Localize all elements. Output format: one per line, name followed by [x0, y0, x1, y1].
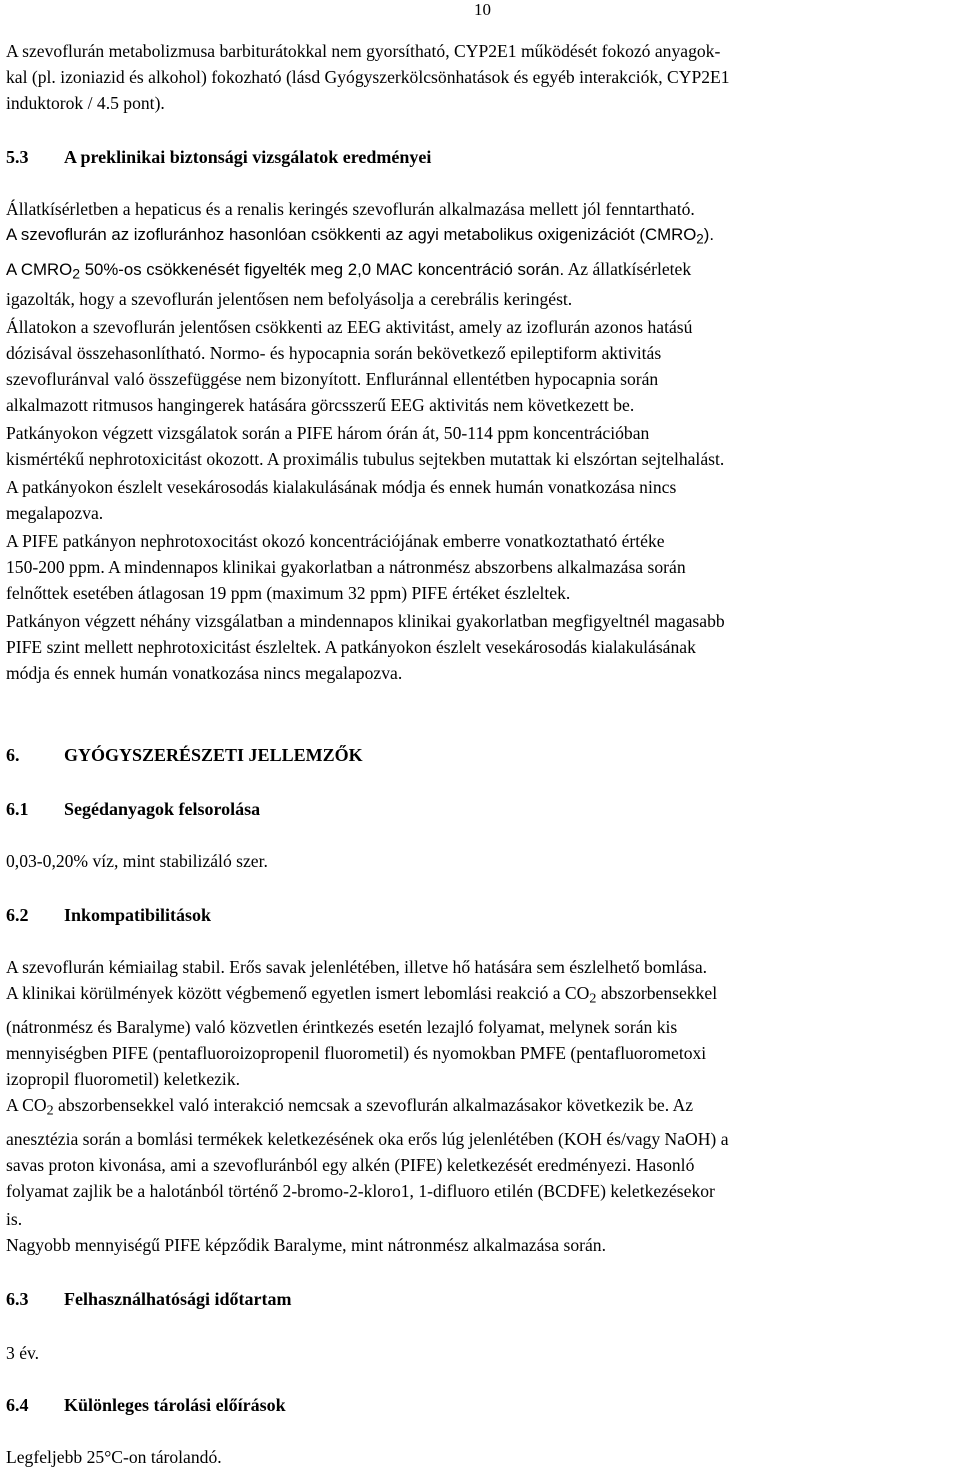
paragraph-line: kismértékű nephrotoxicitást okozott. A proximális tubulus sejtekben mutattak ki elszórtan sejtelhalást. [6, 449, 725, 469]
paragraph-line: A szevoflurán az izofluránhoz hasonlóan csökkenti az agyi metabolikus oxigenizációt $(CMRO_2)$. [6, 225, 714, 247]
paragraph-line: szevofluránval való összefüggése nem bizonyított. Enfluránnal ellentétben hypocapnia során [6, 369, 659, 389]
paragraph-line: 3 év. [6, 1343, 40, 1363]
section-heading-6: 6. GYÓGYSZERÉSZETI JELLEMZŐK [6, 745, 363, 765]
paragraph-line: A patkányokon észlelt vesekárosodás kialakulásának módja és ennek humán vonatkozása nincs [6, 477, 677, 497]
paragraph-line: mennyiségben PIFE (pentafluoroizopropenil fluorometil) és nyomokban PMFE (pentafluorometoxi [6, 1043, 707, 1063]
intro-line: induktorok / 4.5 pont). [6, 93, 165, 113]
paragraph-line: A $CMRO_2$ 50%-os csökkenését figyelték meg 2,0 MAC koncentráció során. Az állatkísérletek [6, 259, 692, 282]
paragraph-line: Állatokon a szevoflurán jelentősen csökkenti az EEG aktivitást, amely az izoflurán azonos hatású [6, 317, 693, 337]
paragraph-line: savas proton kivonása, ami a szevofluránból egy alkén (PIFE) keletkezését eredményezi. Hasonló [6, 1155, 695, 1175]
paragraph-line: megalapozva. [6, 503, 104, 523]
paragraph-line: Patkányon végzett néhány vizsgálatban a mindennapos klinikai gyakorlatban megfigyeltnél magasabb [6, 611, 725, 631]
paragraph-line: 0,03-0,20% víz, mint stabilizáló szer. [6, 851, 268, 871]
paragraph-line: folyamat zajlik be a halotánból történő 2-bromo-2-kloro1, 1-difluoro etilén (BCDFE) keletkezésekor [6, 1181, 715, 1201]
paragraph-line: anesztézia során a bomlási termékek keletkezésének oka erős lúg jelenlétében (KOH és/vagy NaOH) a [6, 1129, 729, 1149]
paragraph-line: A PIFE patkányon nephrotoxocitást okozó koncentrációjának emberre vonatkoztatható értéke [6, 531, 665, 551]
paragraph-line: is. [6, 1209, 23, 1229]
paragraph-line: Állatkísérletben a hepaticus és a renalis keringés szevoflurán alkalmazása mellett jól fenntartható. [6, 199, 695, 219]
paragraph-line: Legfeljebb 25°C-on tárolandó. [6, 1447, 222, 1467]
paragraph-line: igazolták, hogy a szevoflurán jelentősen nem befolyásolja a cerebrális keringést. [6, 289, 573, 309]
paragraph-line: A szevoflurán kémiailag stabil. Erős savak jelenlétében, illetve hő hatására sem észlelhető bomlása. [6, 957, 708, 977]
paragraph-line: alkalmazott ritmusos hangingerek hatására görcsszerű EEG aktivitás nem következett be. [6, 395, 635, 415]
paragraph-line: A klinikai körülmények között végbemenő egyetlen ismert lebomlási reakció a $CO_2$ abszorbensekkel [6, 983, 718, 1007]
section-heading-6-4: 6.4 Különleges tárolási előírások [6, 1395, 286, 1415]
intro-line: kal (pl. izoniazid és alkohol) fokozható (lásd Gyógyszerkölcsönhatások és egyéb interakciók, CYP2E1 [6, 67, 730, 87]
section-heading-6-3: 6.3 Felhasználhatósági időtartam [6, 1289, 292, 1309]
paragraph-line: izopropil fluorometil) keletkezik. [6, 1069, 241, 1089]
paragraph-line: Nagyobb mennyiségű PIFE képződik Baralyme, mint nátronmész alkalmazása során. [6, 1235, 606, 1255]
paragraph-line: A $CO_2$ abszorbensekkel való interakció nemcsak a szevoflurán alkalmazásakor következik be. Az [6, 1095, 694, 1119]
page-number: 10 [474, 0, 491, 19]
paragraph-line: felnőttek esetében átlagosan 19 ppm (maximum 32 ppm) PIFE értéket észleltek. [6, 583, 571, 603]
paragraph-line: 150-200 ppm. A mindennapos klinikai gyakorlatban a nátronmész abszorbens alkalmazása során [6, 557, 686, 577]
paragraph-line: dózisával összehasonlítható. Normo- és hypocapnia során bekövetkező epileptiform aktivitás [6, 343, 662, 363]
section-heading-6-1: 6.1 Segédanyagok felsorolása [6, 799, 261, 819]
paragraph-line: PIFE szint mellett nephrotoxicitást észleltek. A patkányokon észlelt vesekárosodás kialakulásának [6, 637, 696, 657]
section-heading-5-3: 5.3 A preklinikai biztonsági vizsgálatok eredményei [6, 147, 432, 167]
intro-line: A szevoflurán metabolizmusa barbiturátokkal nem gyorsítható, CYP2E1 működését fokozó anyagok- [6, 41, 721, 61]
paragraph-line: Patkányokon végzett vizsgálatok során a PIFE három órán át, 50-114 ppm koncentrációban [6, 423, 650, 443]
paragraph-line: (nátronmész és Baralyme) való közvetlen érintkezés esetén lezajló folyamat, melynek során kis [6, 1017, 678, 1037]
section-heading-6-2: 6.2 Inkompatibilitások [6, 905, 212, 925]
paragraph-line: módja és ennek humán vonatkozása nincs megalapozva. [6, 663, 403, 683]
